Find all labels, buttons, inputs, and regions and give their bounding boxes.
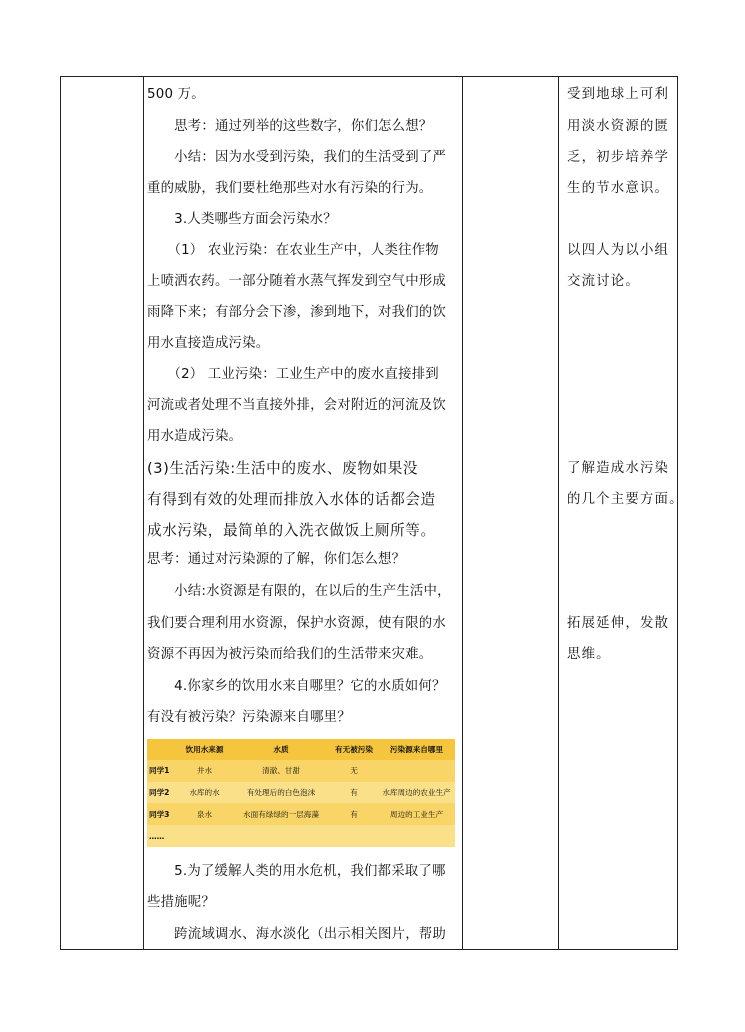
main-line: 用水造成污染。 [147,429,243,444]
right-line: 生的节水意识。 [567,181,670,196]
table-cell: 有处理后的白色泡沫 [232,782,330,804]
table-cell: 水库的水 [177,782,232,804]
main-line: 有没有被污染？污染源来自哪里？ [147,710,351,725]
table-cell: 泉水 [196,809,213,819]
column-divider-3 [558,77,559,949]
table-cell [177,825,232,847]
table-cell [378,760,455,782]
table-row [147,825,455,847]
main-line: 5.为了缓解人类的用水危机，我们都采取了哪 [147,864,446,879]
table-row [147,760,455,782]
table-cell [378,825,455,847]
table-cell: 清澈、甘甜 [262,766,300,776]
main-line: 资源不再因为被污染而给我们的生活带来灾难。 [147,647,433,662]
table-cell [232,825,330,847]
column-divider-1 [143,77,144,949]
main-line: (3)生活污染:生活中的废水、废物如果没 [147,460,419,477]
main-line: 成水污染，最简单的入洗衣做饭上厕所等。 [147,522,436,539]
lesson-table [60,76,684,950]
header-cell: 污染源来自哪里 [378,739,455,760]
table-cell: 同学2 [147,782,177,804]
table-row [147,782,455,804]
main-line: 河流或者处理不当直接外排，会对附近的河流及饮 [147,398,446,413]
table-cell: 同学1 [149,766,170,776]
main-line: 思考：通过列举的这些数字，你们怎么想？ [147,119,433,134]
main-line: 我们要合理利用水资源，保护水资源，使有限的水 [147,616,446,631]
table-cell: 同学3 [149,809,170,819]
header-cell [147,739,177,760]
header-cell: 有无被污染 [330,739,378,760]
table-cell [330,825,378,847]
main-line: 有得到有效的处理而排放入水体的话都会造 [147,491,436,508]
survey-table [147,739,455,847]
main-line: 跨流域调水、海水淡化（出示相关图片，帮助 [147,927,446,942]
table-cell: 水库周边的农业生产 [378,782,455,804]
main-line: 些措施呢？ [147,895,215,910]
main-line: 小结：因为水受到污染，我们的生活受到了严 [147,150,446,165]
right-line: 受到地球上可利 [567,87,670,102]
right-line: 用淡水资源的匮 [567,119,670,134]
right-line: 乏，初步培养学 [567,150,670,165]
right-line: 交流讨论。 [567,274,640,289]
main-line: 上喷洒农药。一部分随着水蒸气挥发到空气中形成 [147,274,446,289]
main-line: 500 万。 [147,87,205,102]
main-line: 雨降下来；有部分会下渗，渗到地下，对我们的饮 [147,305,446,320]
table-cell: 水面有绿绿的一层海藻 [243,809,319,819]
main-line: （2） 工业污染：工业生产中的废水直接排到 [147,367,439,382]
main-line: （1） 农业污染：在农业生产中，人类往作物 [147,243,439,258]
table-cell: 有 [350,809,358,819]
right-line: 拓展延伸，发散 [567,616,670,631]
table-cell: 无 [350,766,358,776]
table-row [147,803,455,825]
header-cell: 水质 [232,739,330,760]
main-line: 3.人类哪些方面会污染水？ [147,212,337,227]
right-line: 了解造成水污染 [567,461,670,476]
table-cell: …… [147,825,177,847]
column-divider-2 [462,77,463,949]
table-cell: 有 [330,782,378,804]
table-cell: 周边的工业生产 [389,809,444,819]
main-line: 4.你家乡的饮用水来自哪里？它的水质如何？ [147,679,446,694]
right-line: 的几个主要方面。 [567,492,684,507]
main-line: 重的威胁，我们要杜绝那些对水有污染的行为。 [147,181,433,196]
table-cell: 井水 [196,766,213,776]
header-cell: 饮用水来源 [177,739,232,760]
main-line: 小结:水资源是有限的，在以后的生产生活中， [147,584,451,599]
right-line: 思维。 [567,647,611,662]
survey-header-row [147,739,455,760]
right-line: 以四人为以小组 [567,243,670,258]
main-line: 思考：通过对污染源的了解，你们怎么想？ [147,552,406,567]
main-line: 用水直接造成污染。 [147,336,270,351]
